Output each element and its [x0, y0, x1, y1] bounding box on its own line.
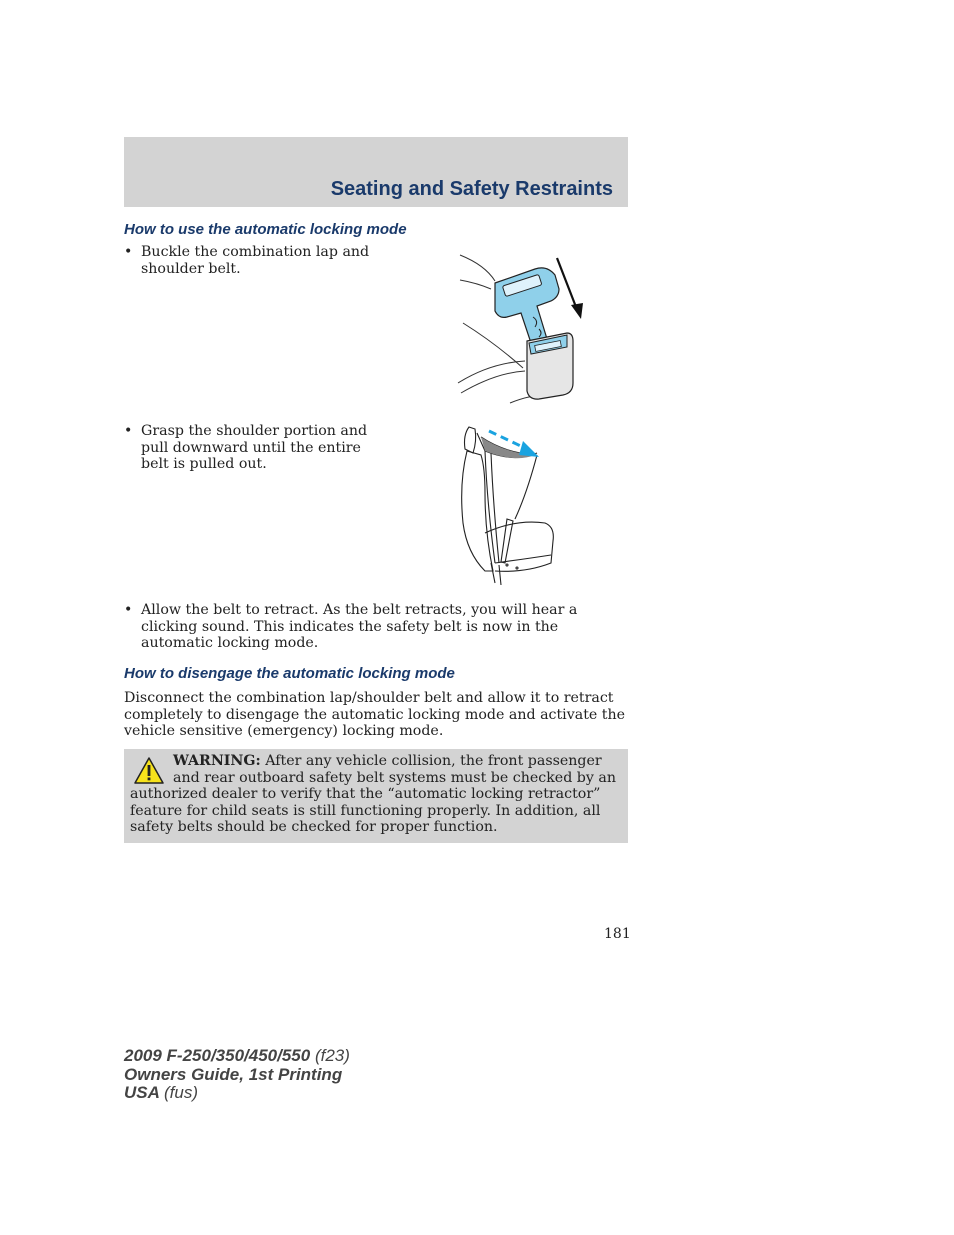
warning-label: WARNING:: [173, 753, 261, 769]
buckle-illustration: [455, 243, 590, 408]
bullet-dot: •: [124, 423, 133, 439]
bullet-text: Allow the belt to retract. As the belt retracts, you will hear a clicking sound. This indicates the safety belt is now in the automatic locking mode.: [141, 602, 578, 652]
bullet-dot: •: [124, 602, 133, 618]
document-footer: [124, 1047, 350, 1103]
section-heading-use-locking-mode: How to use the automatic locking mode: [124, 221, 407, 238]
bullet-text: Grasp the shoulder portion and pull downward until the entire belt is pulled out.: [141, 423, 368, 473]
disengage-paragraph: Disconnect the combination lap/shoulder belt and allow it to retract completely to disengage the automatic locking mode and activate the vehicle sensitive (emergency) locking mode.: [124, 690, 626, 740]
header-bar: [124, 137, 628, 207]
list-item: [124, 602, 628, 654]
footer-market-code: (fus): [164, 1083, 198, 1102]
warning-box: [124, 749, 628, 843]
footer-model: 2009 F-250/350/450/550: [124, 1046, 311, 1065]
footer-model-code: (f23): [314, 1046, 350, 1065]
seat-belt-illustration: [455, 423, 565, 590]
footer-market: USA: [124, 1083, 160, 1102]
list-item: [124, 423, 384, 475]
footer-edition: Owners Guide, 1st Printing: [124, 1064, 343, 1084]
page-title: Seating and Safety Restraints: [330, 178, 613, 200]
page-number: 181: [604, 926, 631, 942]
bullet-text: Buckle the combination lap and shoulder belt.: [141, 244, 370, 277]
warning-text: [130, 753, 624, 836]
section-heading-disengage-locking-mode: How to disengage the automatic locking mode: [124, 665, 455, 682]
bullet-dot: •: [124, 244, 133, 260]
warning-body: After any vehicle collision, the front passenger and rear outboard safety belt systems must be checked by an authorized dealer to verify that the “automatic locking retractor” feature for child seats is still functioning properly. In addition, all safety belts should be checked for proper function.: [130, 753, 616, 836]
list-item: [124, 244, 384, 280]
